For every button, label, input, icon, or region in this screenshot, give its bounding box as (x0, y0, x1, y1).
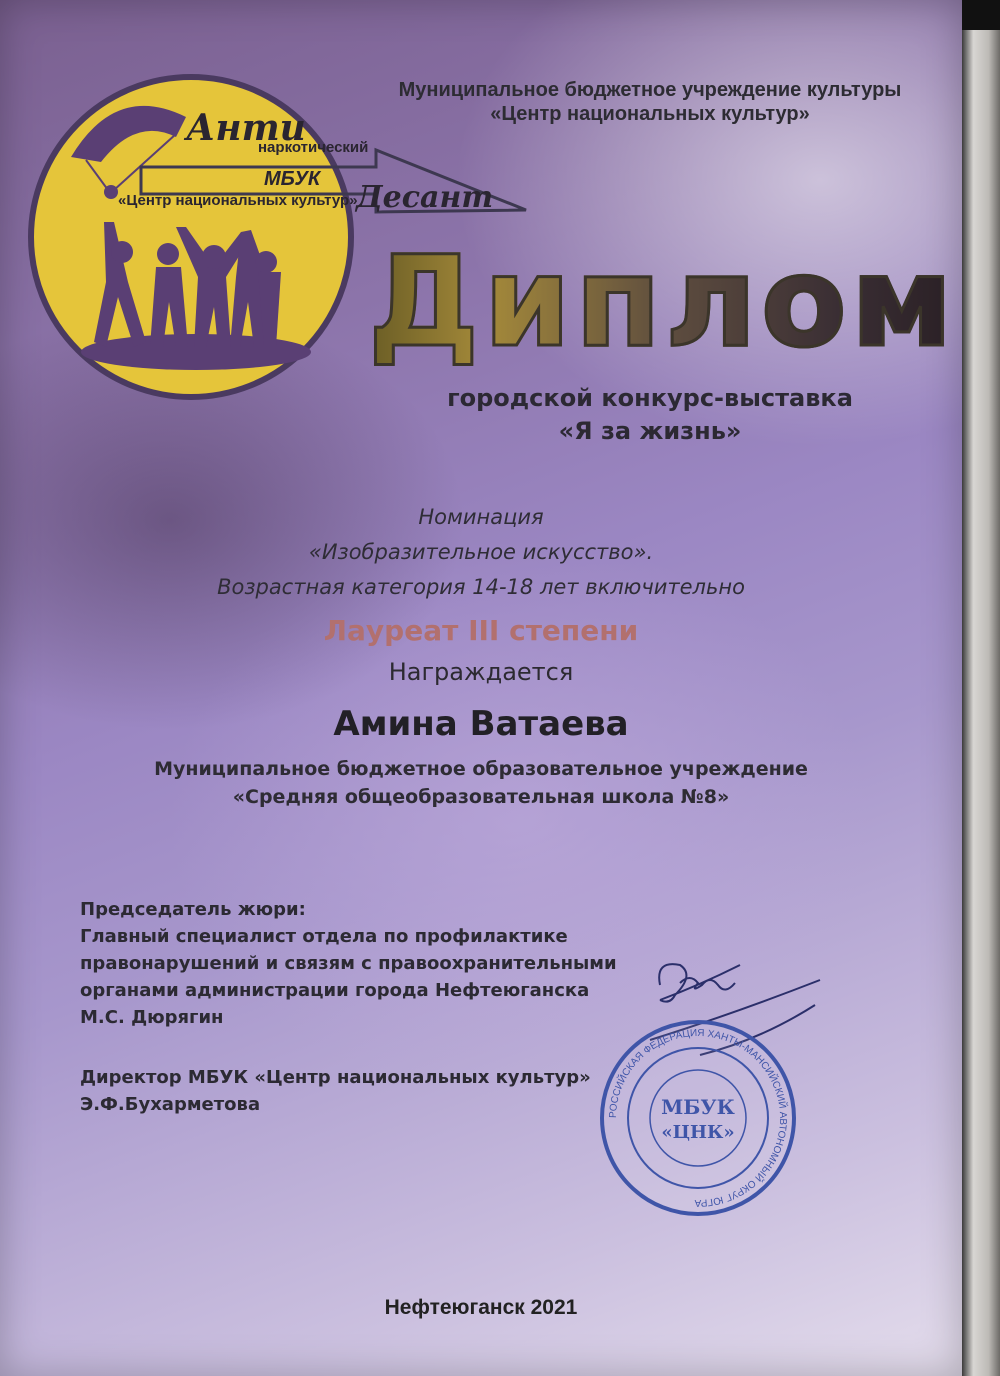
contest-line-1: городской конкурс-выставка (447, 384, 853, 412)
jury-title: Председатель жюри: (80, 899, 306, 920)
official-seal (598, 1018, 798, 1218)
nomination-block (0, 500, 962, 605)
nomination-line-3: Возрастная категория 14-18 лет включительно (217, 575, 745, 599)
jury-line-1: Главный специалист отдела по профилактике (80, 926, 568, 947)
seal-center-line-2: «ЦНК» (661, 1122, 735, 1143)
jury-line-3: органами администрации города Нефтеюганска (80, 980, 590, 1001)
contest-name (330, 382, 970, 448)
contest-line-2: «Я за жизнь» (558, 417, 742, 445)
logo-center-text: «Центр национальных культур» (118, 192, 358, 209)
director-name: Э.Ф.Бухарметова (80, 1094, 261, 1115)
nomination-line-2: «Изобразительное искусство». (308, 540, 654, 564)
logo-desant-text: Десант (356, 180, 494, 215)
diploma-title: Диплом (368, 230, 957, 375)
laureate-degree: Лауреат III степени (323, 614, 639, 647)
scan-right-edge (962, 30, 1000, 1376)
organization-line-1: Муниципальное бюджетное учреждение культуры (398, 79, 902, 101)
recipient-school (0, 755, 962, 811)
logo-anti-text: Анти (186, 107, 306, 149)
director-block (80, 1064, 591, 1118)
jury-line-2: правонарушений и связям с правоохранительными (80, 953, 617, 974)
organization-line-2: «Центр национальных культур» (490, 103, 810, 125)
nomination-line-1: Номинация (418, 505, 544, 529)
seal-ring-text: РОССИЙСКАЯ ФЕДЕРАЦИЯ ХАНТЫ-МАНСИЙСКИЙ АВТОНОМНЫЙ ОКРУГ ЮГРА (607, 1027, 789, 1209)
school-line-2: «Средняя общеобразовательная школа №8» (232, 786, 730, 808)
logo-narco-text: наркотический (258, 139, 369, 156)
jury-chair-block (80, 896, 617, 1031)
jury-name: М.С. Дюрягин (80, 1007, 224, 1028)
logo-mbuk-text: МБУК (264, 168, 321, 190)
city-year-footer: Нефтеюганск 2021 (384, 1296, 578, 1319)
recipient-name: Амина Ватаева (333, 704, 629, 744)
awarded-label: Награждается (388, 658, 574, 686)
school-line-1: Муниципальное бюджетное образовательное учреждение (154, 758, 808, 780)
director-title: Директор МБУК «Центр национальных культур» (80, 1067, 591, 1088)
seal-center-line-1: МБУК (661, 1095, 735, 1119)
